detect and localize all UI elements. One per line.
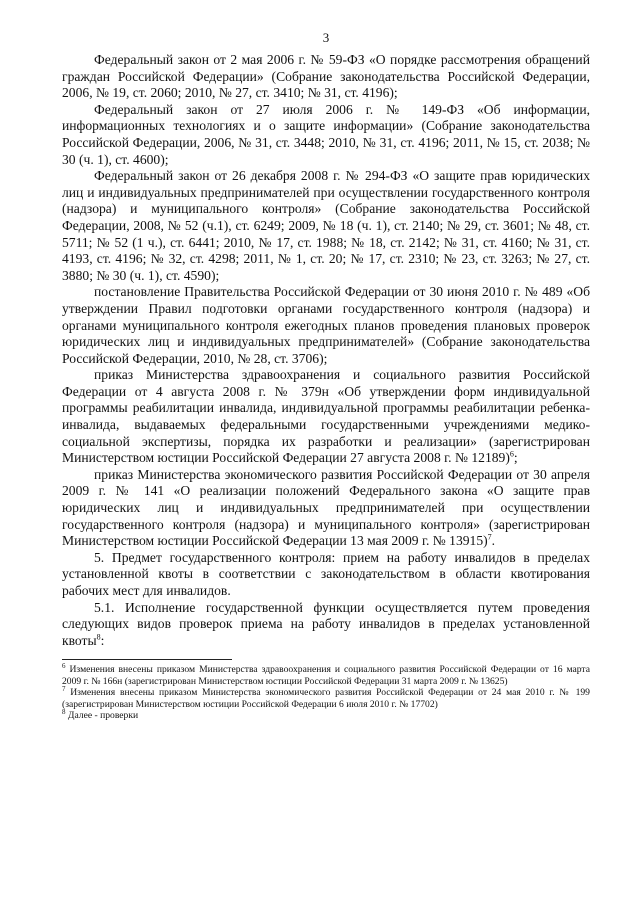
paragraph-tail: . <box>491 533 496 549</box>
paragraph-order-141 <box>62 467 590 550</box>
footnote-ref[interactable]: 6 <box>509 449 514 459</box>
paragraph-text: приказ Министерства экономического развития Российской Федерации от 30 апреля 2009 г. № 141 «О реализации положений Федерального закона «О защите прав юридических лиц и индивидуальных предпринимателей при осуществлении государственного контроля (надзора) и муниципального контроля» (зарегистрирован Министерством юстиции Российской Федерации 13 мая 2009 г. № 13915) <box>62 466 590 549</box>
paragraph-decree-489 <box>62 284 590 367</box>
footnote-text: Изменения внесены приказом Министерства здравоохранения и социального развития Российской Федерации от 16 марта 2009 г. № 166н (зарегистрирован Министерством юстиции Российской Федерации 31 марта 2009 г. № 13625) <box>62 664 590 687</box>
footnote-6 <box>62 664 590 687</box>
paragraph-text: 5.1. Исполнение государственной функции осуществляется путем проведения следующих видов проверок приема на работу инвалидов в пределах установленной квоты <box>62 599 590 648</box>
paragraph-law-294fz <box>62 168 590 284</box>
paragraph-text: постановление Правительства Российской Федерации от 30 июня 2010 г. № 489 «Об утверждении Правил подготовки органами государственного контроля (надзора) и органами муниципального контроля ежегодных планов проведения плановых проверок юридических лиц и индивидуальных предпринимателей» (Собрание законодательства Российской Федерации, 2010, № 28, ст. 3706); <box>62 284 590 366</box>
paragraph-order-379n <box>62 367 590 467</box>
footnote-mark: 6 <box>62 662 66 671</box>
footnote-7 <box>62 687 590 710</box>
paragraph-section-5-1 <box>62 600 590 650</box>
paragraph-text: Федеральный закон от 2 мая 2006 г. № 59-ФЗ «О порядке рассмотрения обращений граждан Российской Федерации» (Собрание законодательства Российской Федерации, 2006, № 19, ст. 2060; 2010, № 27, ст. 3410; № 31, ст. 4196); <box>62 52 590 101</box>
document-page <box>62 30 590 721</box>
paragraph-text: приказ Министерства здравоохранения и социального развития Российской Федерации от 4 августа 2008 г. № 379н «Об утверждении форм индивидуальной программы реабилитации инвалида, индивидуальной программы реабилитации ребенка-инвалида, выдаваемых федеральными государственными учреждениями медико-социальной экспертизы, порядка их разработки и реализации» (зарегистрирован Министерством юстиции Российской Федерации 27 августа 2008 г. № 12189) <box>62 367 590 466</box>
footnote-text: Изменения внесены приказом Министерства экономического развития Российской Федерации от 24 мая 2010 г. № 199 (зарегистрирован Министерством юстиции Российской Федерации 6 июля 2010 г. № 17702) <box>62 687 590 710</box>
body-text <box>62 52 590 649</box>
paragraph-text: Федеральный закон от 26 декабря 2008 г. № 294-ФЗ «О защите прав юридических лиц и индивидуальных предпринимателей при осуществлении государственного контроля (надзора) и муниципального контроля» (Собрание законодательства Российской Федерации, 2008, № 52 (ч.1), ст. 6249; 2009, № 18 (ч. 1), ст. 2140; № 29, ст. 3601; № 48, ст. 5711; № 52 (1 ч.), ст. 6441; 2010, № 17, ст. 1988; № 18, ст. 2142; № 31, ст. 4160; № 31, ст. 4193, ст. 4196; № 32, ст. 4298; 2011, № 1, ст. 20; № 17, ст. 2310; № 23, ст. 3263; № 27, ст. 3880; № 30 (ч. 1), ст. 4590); <box>62 168 590 283</box>
footnote-8 <box>62 707 590 721</box>
paragraph-law-59fz <box>62 52 590 102</box>
paragraph-text: Федеральный закон от 27 июля 2006 г. № 149-ФЗ «Об информации, информационных технологиях и о защите информации» (Собрание законодательства Российской Федерации, 2006, № 31, ст. 3448; 2010, № 31, ст. 4196; 2011, № 15, ст. 2038; № 30 (ч. 1), ст. 4600); <box>62 101 590 167</box>
paragraph-tail: : <box>100 632 105 648</box>
footnote-mark: 7 <box>62 685 66 693</box>
footnote-text: Далее - проверки <box>67 710 139 721</box>
page-number: 3 <box>322 30 330 45</box>
paragraph-law-149fz <box>62 102 590 168</box>
footnote-divider <box>62 659 232 660</box>
footnote-ref[interactable]: 8 <box>96 632 101 642</box>
paragraph-tail: ; <box>513 450 518 466</box>
paragraph-text: 5. Предмет государственного контроля: прием на работу инвалидов в пределах установленной квоты в соответствии с законодательством в области квотирования рабочих мест для инвалидов. <box>62 549 590 598</box>
paragraph-section-5 <box>62 550 590 600</box>
footnote-ref[interactable]: 7 <box>487 532 492 542</box>
footnote-mark: 8 <box>62 707 66 716</box>
footnotes <box>62 664 590 721</box>
